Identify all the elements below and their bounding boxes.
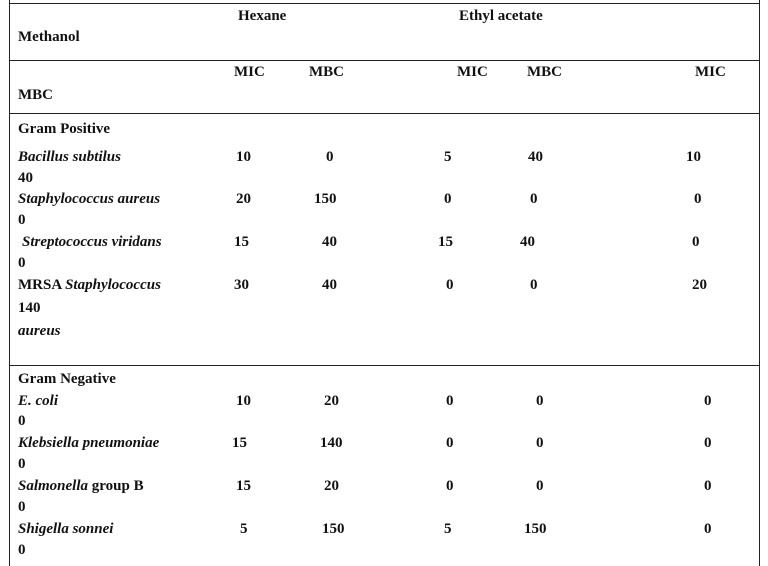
value-ethyl-mic: 5 bbox=[444, 521, 452, 537]
header-mbc-methanol: MBC bbox=[18, 87, 53, 103]
value-hexane-mic: 20 bbox=[236, 191, 251, 207]
value-hexane-mic: 10 bbox=[236, 149, 251, 165]
value-methanol-mbc: 0 bbox=[18, 456, 26, 472]
value-ethyl-mic: 0 bbox=[446, 435, 454, 451]
value-ethyl-mbc: 150 bbox=[524, 521, 547, 537]
organism-name: Shigella sonnei bbox=[18, 521, 114, 537]
value-hexane-mic: 30 bbox=[234, 277, 249, 293]
organism-name bbox=[18, 276, 161, 294]
organism-suffix: group B bbox=[88, 478, 144, 494]
value-ethyl-mbc: 0 bbox=[536, 435, 544, 451]
value-hexane-mic: 15 bbox=[236, 478, 251, 494]
header-mbc-hexane: MBC bbox=[309, 64, 344, 80]
value-hexane-mic: 10 bbox=[236, 393, 251, 409]
value-hexane-mbc: 150 bbox=[314, 191, 337, 207]
value-methanol-mic: 20 bbox=[692, 277, 707, 293]
value-methanol-mic: 0 bbox=[704, 435, 712, 451]
header-divider bbox=[9, 60, 760, 61]
header-mic-hexane: MIC bbox=[234, 64, 265, 80]
header-ethyl-acetate: Ethyl acetate bbox=[459, 8, 543, 24]
value-ethyl-mbc: 40 bbox=[528, 149, 543, 165]
organism-name: Streptococcus viridans bbox=[22, 234, 162, 250]
value-ethyl-mic: 0 bbox=[446, 393, 454, 409]
organism-prefix: MRSA bbox=[18, 277, 66, 293]
organism-name: Staphylococcus aureus bbox=[18, 191, 161, 207]
value-hexane-mbc: 140 bbox=[320, 435, 343, 451]
value-hexane-mic: 5 bbox=[240, 521, 248, 537]
value-methanol-mbc: 0 bbox=[18, 212, 26, 228]
value-hexane-mbc: 0 bbox=[326, 149, 334, 165]
value-methanol-mbc: 0 bbox=[18, 499, 26, 515]
value-hexane-mbc: 20 bbox=[324, 393, 339, 409]
value-methanol-mbc: 40 bbox=[18, 170, 33, 186]
organism-name bbox=[18, 477, 144, 495]
section-gram-positive: Gram Positive bbox=[18, 121, 111, 137]
value-hexane-mic: 15 bbox=[232, 435, 247, 451]
table-top-border bbox=[9, 3, 760, 4]
value-methanol-mic: 0 bbox=[704, 393, 712, 409]
organism-genus: Staphylococcus bbox=[65, 277, 161, 293]
value-hexane-mbc: 20 bbox=[324, 478, 339, 494]
value-hexane-mbc: 40 bbox=[322, 277, 337, 293]
value-ethyl-mbc: 0 bbox=[536, 478, 544, 494]
value-ethyl-mic: 0 bbox=[444, 191, 452, 207]
value-ethyl-mic: 0 bbox=[446, 478, 454, 494]
section-divider bbox=[9, 365, 760, 366]
value-ethyl-mbc: 0 bbox=[530, 277, 538, 293]
value-methanol-mbc: 0 bbox=[18, 413, 26, 429]
organism-name: Klebsiella pneumoniae bbox=[18, 435, 160, 451]
header-mic-methanol: MIC bbox=[695, 64, 726, 80]
value-methanol-mic: 0 bbox=[692, 234, 700, 250]
value-ethyl-mbc: 40 bbox=[520, 234, 535, 250]
value-methanol-mic: 0 bbox=[704, 521, 712, 537]
value-ethyl-mic: 5 bbox=[444, 149, 452, 165]
value-hexane-mbc: 40 bbox=[322, 234, 337, 250]
header-mic-ethyl-acetate: MIC bbox=[457, 64, 488, 80]
section-gram-negative: Gram Negative bbox=[18, 371, 116, 387]
organism-name: Bacillus subtilus bbox=[18, 149, 121, 165]
value-methanol-mic: 0 bbox=[694, 191, 702, 207]
header-hexane: Hexane bbox=[238, 8, 287, 24]
value-ethyl-mbc: 0 bbox=[536, 393, 544, 409]
header-mbc-ethyl-acetate: MBC bbox=[527, 64, 562, 80]
value-methanol-mic: 0 bbox=[704, 478, 712, 494]
value-ethyl-mic: 0 bbox=[446, 277, 454, 293]
organism-name: E. coli bbox=[18, 393, 58, 409]
value-hexane-mic: 15 bbox=[234, 234, 249, 250]
value-ethyl-mic: 15 bbox=[438, 234, 453, 250]
value-methanol-mbc: 0 bbox=[18, 542, 26, 558]
header-methanol: Methanol bbox=[18, 29, 80, 45]
organism-genus: Salmonella bbox=[18, 478, 89, 494]
value-methanol-mic: 10 bbox=[686, 149, 701, 165]
value-methanol-mbc: 0 bbox=[18, 255, 26, 271]
value-ethyl-mbc: 0 bbox=[530, 191, 538, 207]
value-hexane-mbc: 150 bbox=[322, 521, 345, 537]
organism-name-continued: aureus bbox=[18, 323, 61, 339]
subheader-divider bbox=[9, 113, 760, 114]
value-methanol-mbc: 140 bbox=[18, 300, 41, 316]
